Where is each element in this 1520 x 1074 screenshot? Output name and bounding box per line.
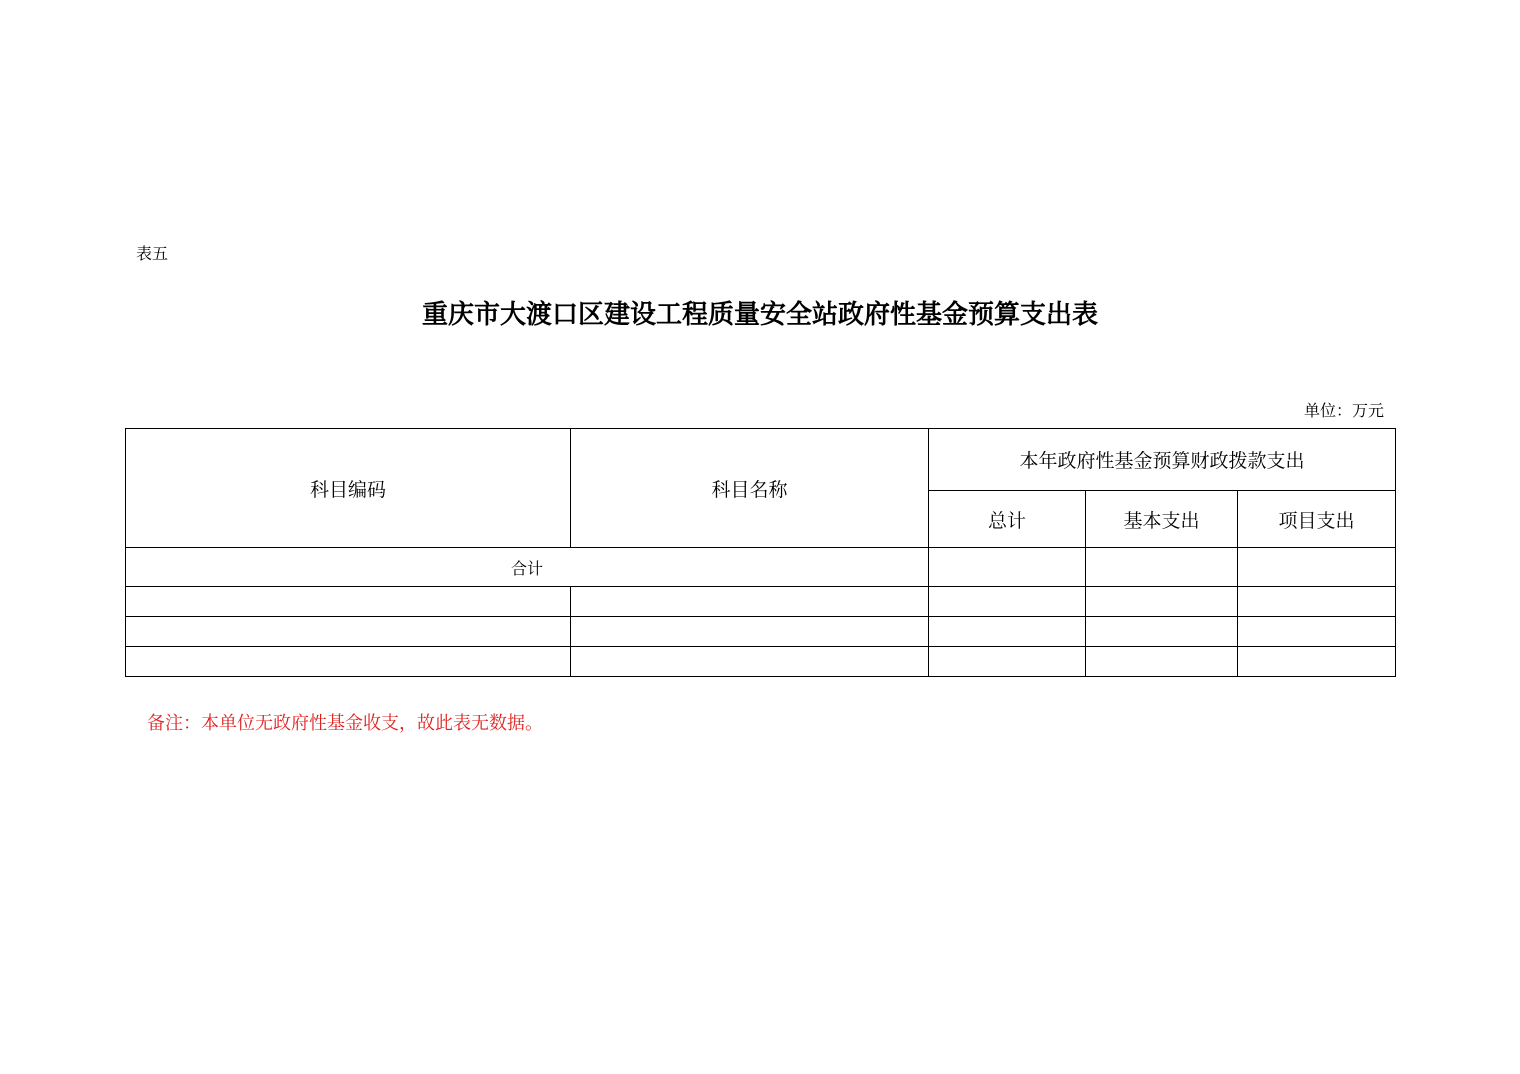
table-cell <box>571 617 929 647</box>
unit-label: 单位：万元 <box>1303 401 1384 420</box>
table-cell <box>929 617 1086 647</box>
table-cell <box>1238 647 1396 677</box>
header-project-expenditure: 项目支出 <box>1238 491 1396 548</box>
table-number-label: 表五 <box>136 244 169 263</box>
table-row <box>126 617 1396 647</box>
table-cell <box>1086 617 1238 647</box>
header-total: 总计 <box>929 491 1086 548</box>
header-subject-name: 科目名称 <box>571 429 929 548</box>
total-row-total <box>929 548 1086 587</box>
table-row <box>126 647 1396 677</box>
table-cell <box>571 587 929 617</box>
total-row <box>126 548 1396 587</box>
total-row-label: 合计 <box>126 548 929 587</box>
budget-expenditure-table <box>125 428 1396 677</box>
table-cell <box>571 647 929 677</box>
remark-note: 备注：本单位无政府性基金收支，故此表无数据。 <box>147 713 543 734</box>
table-cell <box>1086 587 1238 617</box>
table-cell <box>126 647 571 677</box>
header-basic-expenditure: 基本支出 <box>1086 491 1238 548</box>
table-cell <box>929 647 1086 677</box>
header-appropriation-group: 本年政府性基金预算财政拨款支出 <box>929 429 1396 491</box>
document-title: 重庆市大渡口区建设工程质量安全站政府性基金预算支出表 <box>421 300 1098 330</box>
table-cell <box>1086 647 1238 677</box>
table-cell <box>929 587 1086 617</box>
table-cell <box>1238 587 1396 617</box>
total-row-project <box>1238 548 1396 587</box>
total-row-basic <box>1086 548 1238 587</box>
table-cell <box>1238 617 1396 647</box>
table-cell <box>126 617 571 647</box>
table-row <box>126 587 1396 617</box>
header-subject-code: 科目编码 <box>126 429 571 548</box>
table-cell <box>126 587 571 617</box>
